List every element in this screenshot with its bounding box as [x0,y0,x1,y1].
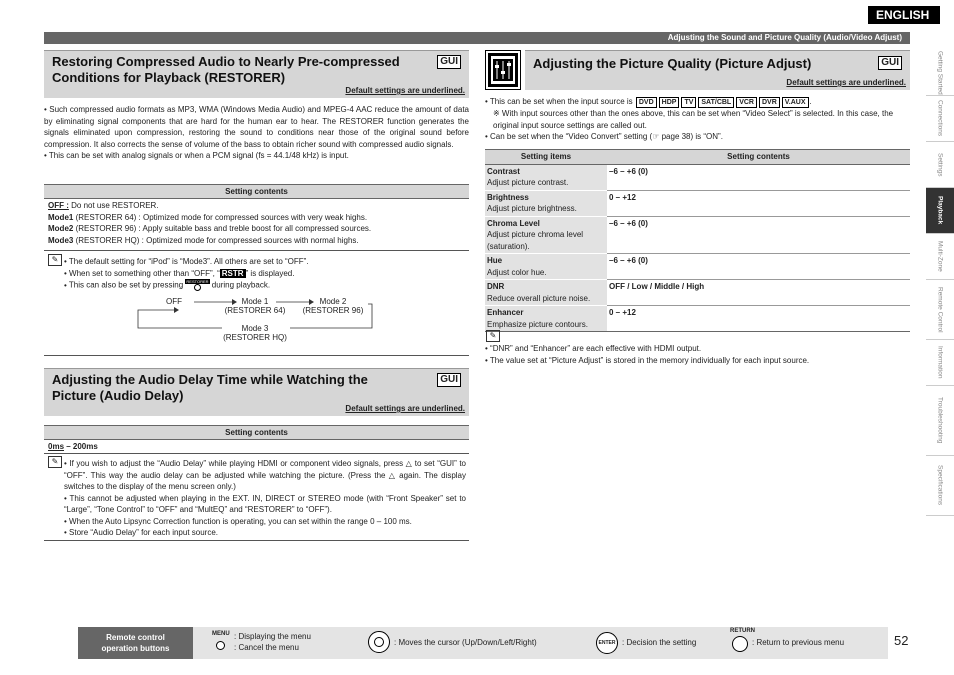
gui-icon: GUI [878,56,902,70]
audio-delay-note-4: • Store “Audio Delay” for each input source. [64,527,466,539]
rstr-badge: RSTR [221,268,244,278]
source-line: • This can be set when the input source is DVD HDP TV SAT/CBL VCR DVR V.AUX . [485,96,910,108]
language-label: ENGLISH [868,6,940,24]
restorer-section-header [44,50,469,98]
tab-playback[interactable]: Playback [926,188,954,234]
tab-getting-started[interactable]: Getting Started [926,50,954,96]
restorer-option-mode1: Mode1 (RESTORER 64) : Optimized mode for compressed sources with very weak highs. [48,212,368,222]
source-vaux: V.AUX [782,97,809,108]
page-number: 52 [894,633,909,648]
restorer-bullet-2: • This can be set with analog signals or when a PCM signal (fs = 44.1/48 kHz) is input. [44,150,469,162]
table-header-items: Setting items [485,150,607,165]
gui-icon: GUI [437,55,461,69]
header-bar: Adjusting the Sound and Picture Quality (Audio/Video Adjust) [44,32,910,44]
source-dvd: DVD [636,97,657,108]
table-row: Contrast Adjust picture contrast. –6 – +6 (0) [485,164,910,190]
note-ref: ※ With input sources other than the ones above, this can be set when “Video Select” is selected. In this case, the original input source settings are called out. [493,109,894,130]
flow-mode1: Mode 1 (RESTORER 64) [224,297,286,315]
tab-information[interactable]: Information [926,340,954,386]
picture-adjust-notes [485,343,910,366]
restorer-note-1: • The default setting for “iPod” is “Mode3”. All others are set to “OFF”. [64,256,464,268]
table-header-contents: Setting contents [607,150,910,165]
table-row: Brightness Adjust picture brightness. 0 – +12 [485,190,910,216]
default-note: Default settings are underlined. [786,78,906,87]
restorer-notes [64,256,464,292]
table-row: DNR Reduce overall picture noise. OFF / Low / Middle / High [485,280,910,306]
tab-settings[interactable]: Settings [926,142,954,188]
tab-troubleshooting[interactable]: Troubleshooting [926,386,954,456]
tab-multi-zone[interactable]: Multi-Zone [926,234,954,280]
tab-connections[interactable]: Connections [926,96,954,142]
cursor-text: : Moves the cursor (Up/Down/Left/Right) [394,638,537,647]
source-satcbl: SAT/CBL [698,97,734,108]
restorer-bullets [44,104,469,162]
source-hdp: HDP [659,97,680,108]
picture-adjust-table [485,149,910,332]
picture-adjust-section-header [525,50,910,90]
flow-mode3: Mode 3 (RESTORER HQ) [223,324,287,342]
divider [44,355,469,356]
source-dvr: DVR [759,97,780,108]
return-text: : Return to previous menu [752,638,845,647]
restorer-title-2: Conditions for Playback (RESTORER) [52,70,286,85]
source-vcr: VCR [736,97,757,108]
table-row: Chroma Level Adjust picture chroma level (saturation). –6 – +6 (0) [485,216,910,254]
tab-remote-control[interactable]: Remote Control [926,280,954,340]
restorer-button-icon: RESTORER [185,279,209,292]
divider [44,453,469,454]
flow-mode2: Mode 2 (RESTORER 96) [302,297,364,315]
flow-arrows [136,296,376,336]
restorer-setting-header: Setting contents [44,184,469,199]
restorer-options [48,200,468,246]
return-key-label: RETURN [730,628,755,634]
default-note: Default settings are underlined. [345,404,465,413]
audio-delay-note-3: • When the Auto Lipsync Correction function is operating, you can set within the range 0 – 100 ms. [64,516,466,528]
menu-button-icon [216,641,225,650]
audio-delay-title-1: Adjusting the Audio Delay Time while Watching the [52,372,368,387]
audio-delay-note-2: • This cannot be adjusted when playing in the EXT. IN, DIRECT or STEREO mode (with “Front Speaker” set to “Large”, “Tone Control” to “OFF” and “MultEQ” and “RESTORER” to “OFF”). [64,493,466,516]
side-tabs [926,50,954,516]
table-row: Hue Adjust color hue. –6 – +6 (0) [485,254,910,280]
restorer-title-1: Restoring Compressed Audio to Nearly Pre-compressed [52,54,400,69]
restorer-option-mode3: Mode3 (RESTORER HQ) : Optimized mode for compressed sources with normal highs. [48,235,359,245]
picture-adjust-intro [485,96,910,143]
picture-note-1: • “DNR” and “Enhancer” are each effective with HDMI output. [485,343,910,355]
video-convert-note: • Can be set when the “Video Convert” setting (☞ page 38) is “ON”. [485,131,910,143]
restorer-note-3: • This can also be set by pressing RESTORER during playback. [64,279,464,292]
default-note: Default settings are underlined. [345,86,465,95]
remote-footer [78,627,888,659]
flow-off: OFF [166,297,182,306]
audio-delay-section-header [44,368,469,416]
tab-specifications[interactable]: Specifications [926,456,954,516]
gui-icon: GUI [437,373,461,387]
note-pencil-icon: ✎ [486,330,500,342]
table-row: Enhancer Emphasize picture contours. 0 – +12 [485,306,910,332]
menu-key-label: MENU [212,631,230,637]
divider [44,250,469,251]
source-tv: TV [681,97,696,108]
restorer-option-mode2: Mode2 (RESTORER 96) : Apply suitable bass and treble boost for all compressed sources. [48,224,372,233]
enter-text: : Decision the setting [622,638,697,647]
picture-note-2: • The value set at “Picture Adjust” is stored in the memory individually for each input source. [485,355,910,367]
audio-delay-title-2: Picture (Audio Delay) [52,388,184,403]
audio-delay-range: 0ms – 200ms [48,442,98,451]
note-pencil-icon: ✎ [48,456,62,468]
return-button-icon [732,636,748,652]
audio-delay-note-1: • If you wish to adjust the “Audio Delay” while playing HDMI or component video signals, press △ to set “GUI” to “OFF”. This way the audio delay can be adjusted while watching the picture. (Press the △ again. The display switches to the display of the menu screen only.) [64,458,466,493]
picture-adjust-icon [485,50,521,90]
cursor-button-icon [368,631,390,653]
audio-delay-setting-header: Setting contents [44,425,469,440]
note-pencil-icon: ✎ [48,254,62,266]
restorer-note-2: • When set to something other than “OFF”, “ RSTR ” is displayed. [64,268,464,280]
audio-delay-notes [64,458,466,539]
menu-text: : Displaying the menu : Cancel the menu [234,632,311,652]
footer-label: Remote control operation buttons [78,627,193,659]
enter-button-icon: ENTER [596,632,618,654]
restorer-bullet-1: • Such compressed audio formats as MP3, WMA (Windows Media Audio) and MPEG-4 AAC reduce the amount of data by eliminating signal components that are hard for the human ear to hear. The RESTORER function generates the signals eliminated upon compression, restoring the sound to conditions near those of the original sound before compression. It also corrects the sense of volume of the bass to obtain richer sound with compressed audio signals. [44,104,469,150]
divider [44,540,469,541]
restorer-option-off: OFF : Do not use RESTORER. [48,201,159,210]
picture-adjust-title: Adjusting the Picture Quality (Picture Adjust) [533,56,812,71]
